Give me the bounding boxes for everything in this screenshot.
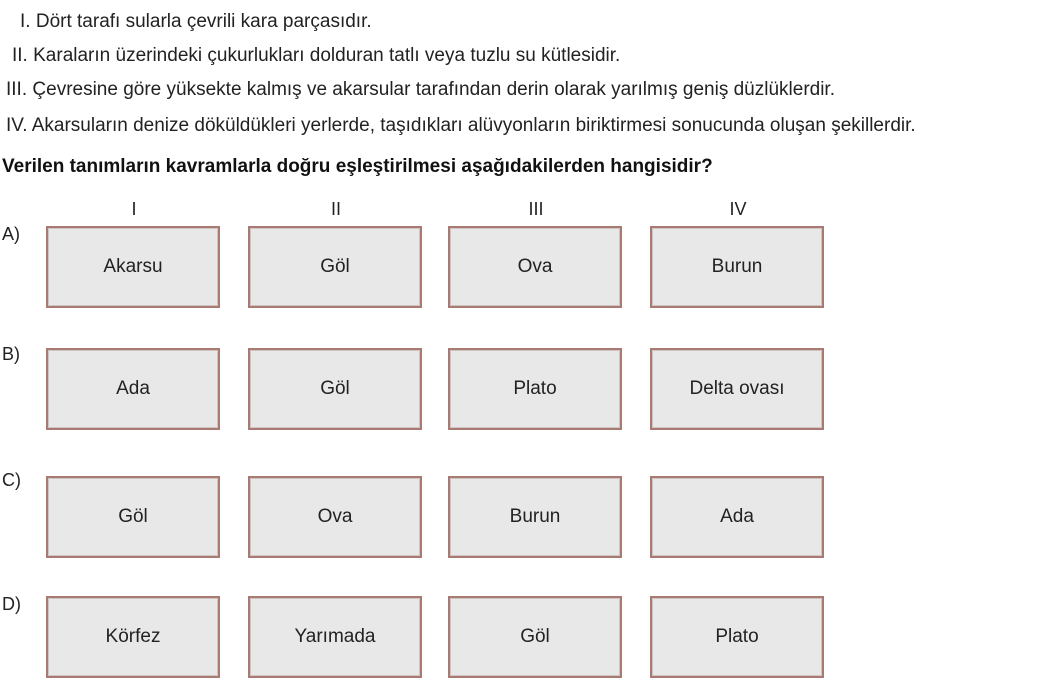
definition-3 [6, 78, 835, 102]
column-header-2: II [330, 199, 341, 219]
definition-text: Çevresine göre yüksekte kalmış ve akarsular tarafından derin olarak yarılmış geniş düzlüklerdir. [32, 79, 835, 100]
option-b-answer-3[interactable]: Plato [448, 348, 622, 430]
option-b-answer-2[interactable]: Göl [248, 348, 422, 430]
option-d-answer-4[interactable]: Plato [650, 596, 824, 678]
definition-number: I. [20, 11, 31, 32]
definition-4 [6, 114, 916, 138]
option-c-answer-2[interactable]: Ova [248, 476, 422, 558]
option-a-answer-2[interactable]: Göl [248, 226, 422, 308]
definition-text: Akarsuların denize döküldükleri yerlerde, taşıdıkları alüvyonların biriktirmesi sonucunda oluşan şekillerdir. [31, 115, 916, 136]
option-a-letter: A) [2, 224, 20, 244]
definition-number: II. [12, 45, 28, 66]
option-d-letter: D) [2, 594, 21, 614]
option-c-answer-4[interactable]: Ada [650, 476, 824, 558]
option-d-answer-2[interactable]: Yarımada [248, 596, 422, 678]
option-b-letter: B) [2, 344, 20, 364]
option-a-answer-1[interactable]: Akarsu [46, 226, 220, 308]
option-c-letter: C) [2, 470, 21, 490]
option-b-answer-1[interactable]: Ada [46, 348, 220, 430]
definition-2 [12, 44, 620, 68]
option-a-answer-4[interactable]: Burun [650, 226, 824, 308]
option-d-answer-3[interactable]: Göl [448, 596, 622, 678]
column-header-1: I [131, 199, 137, 219]
definition-text: Dört tarafı sularla çevrili kara parçasıdır. [35, 11, 372, 32]
question-text: Verilen tanımların kavramlarla doğru eşleştirilmesi aşağıdakilerden hangisidir? [2, 156, 713, 177]
definition-number: III. [6, 79, 28, 100]
definition-1 [20, 10, 372, 34]
option-c-answer-1[interactable]: Göl [46, 476, 220, 558]
definition-number: IV. [6, 115, 28, 136]
option-b-answer-4[interactable]: Delta ovası [650, 348, 824, 430]
column-header-4: IV [729, 199, 747, 219]
definition-text: Karaların üzerindeki çukurlukları dolduran tatlı veya tuzlu su kütlesidir. [33, 45, 621, 66]
column-header-3: III [528, 199, 544, 219]
option-c-answer-3[interactable]: Burun [448, 476, 622, 558]
option-a-answer-3[interactable]: Ova [448, 226, 622, 308]
option-d-answer-1[interactable]: Körfez [46, 596, 220, 678]
